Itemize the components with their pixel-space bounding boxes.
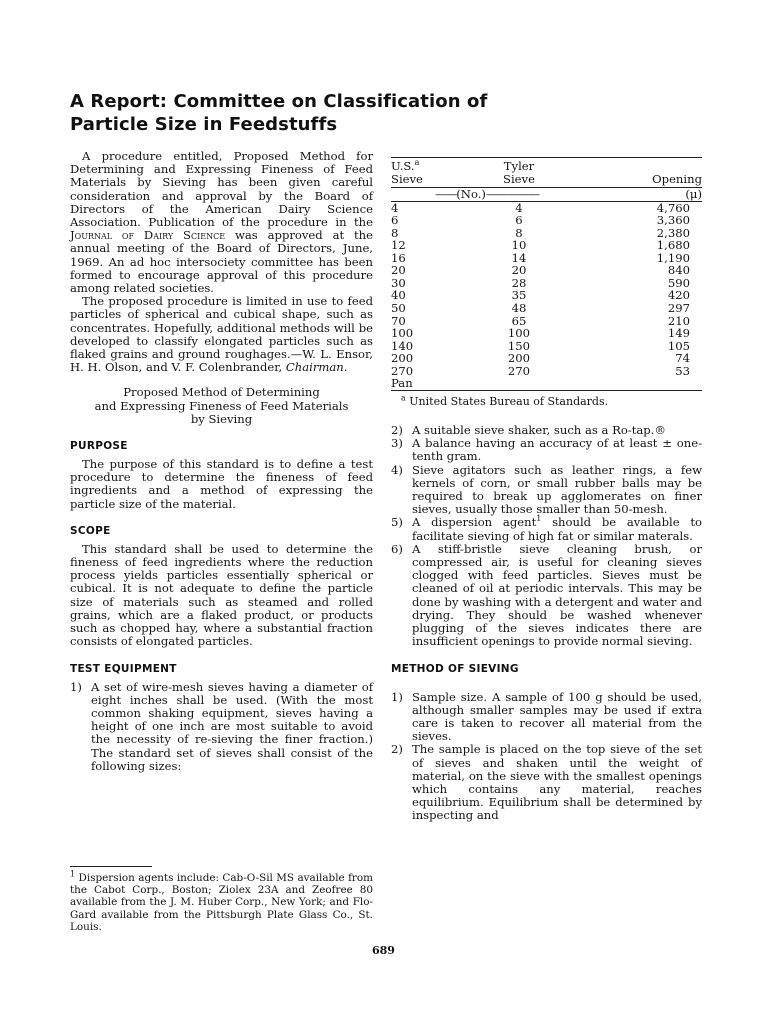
- header-opening: Opening: [583, 158, 702, 188]
- opening-cell: [583, 377, 702, 390]
- test-equipment-list-continued: [391, 424, 702, 648]
- item-text: A stiff-bristle sieve cleaning brush, or compressed air, is useful for cleaning sieves clogged with feed particles. Sieves must be cleaned of oil at periodic intervals. This may be done by washing with a detergent and water and drying. They should be washed whenever plugging of the sieves indicates there are insufficient openings to provide normal sieving.: [412, 541, 702, 649]
- tyler-sieve-cell: 100: [507, 326, 531, 341]
- us-sieve-cell: Pan: [391, 377, 455, 390]
- sieve-table: [391, 157, 702, 391]
- test-equipment-list: [70, 681, 373, 773]
- opening-cell: 297: [667, 301, 690, 316]
- item-text: Sample size. A sample of 100 g should be used, although smaller samples may be used if extra care is taken to recover all material from the sieves.: [412, 689, 702, 744]
- us-sieve-cell: 50: [391, 301, 406, 316]
- header-us-text-2: Sieve: [391, 171, 423, 186]
- intro-paragraph-1: [70, 150, 373, 295]
- opening-cell: 840: [667, 263, 690, 278]
- tyler-sieve-cell: 48: [511, 301, 527, 316]
- purpose-text: The purpose of this standard is to define a test procedure to determine the fineness of feed ingredients and a method of expressing the particle size of the material.: [70, 457, 373, 511]
- table-row: [391, 327, 702, 340]
- right-column: [391, 157, 702, 823]
- left-column: [70, 150, 373, 773]
- table-row: [391, 340, 702, 353]
- table-footnote: [391, 395, 702, 408]
- us-sieve-cell: 100: [391, 326, 414, 341]
- scope-text: This standard shall be used to determine the fineness of feed ingredients where the reduction process yields particles essentially spherical or cubical. It is not adequate to define the particle size of materials such as steamed and rolled grains, which are a flaked product, or products such as chopped hay, where a substantial fraction consists of elongated particles.: [70, 541, 373, 649]
- us-sieve-cell: 40: [391, 288, 406, 303]
- item-number: 1): [70, 679, 82, 694]
- opening-cell: 53: [675, 363, 690, 378]
- method-title-line-1: Proposed Method of Determining: [123, 385, 320, 400]
- test-equipment-heading: TEST EQUIPMENT: [70, 662, 177, 675]
- journal-name: Journal of Dairy Science: [70, 228, 226, 243]
- us-sieve-cell: 20: [391, 263, 406, 278]
- table-row: [391, 214, 702, 227]
- us-sieve-cell: 140: [391, 338, 414, 353]
- intro-paragraph-2: [70, 295, 373, 374]
- footnote-ref: 1: [536, 514, 542, 524]
- units-mu: (μ): [583, 188, 702, 202]
- header-us-sup: a: [414, 158, 420, 168]
- opening-cell: 4,760: [656, 200, 690, 215]
- tyler-sieve-cell: 200: [507, 351, 531, 366]
- page-number: 689: [372, 944, 395, 957]
- opening-cell: 1,190: [656, 250, 690, 265]
- footnote: [70, 869, 373, 933]
- table-row: [391, 277, 702, 290]
- tyler-sieve-cell: 35: [511, 288, 527, 303]
- table-row: [391, 315, 702, 328]
- us-sieve-cell: 200: [391, 351, 414, 366]
- units-no: (No.): [456, 187, 486, 202]
- table-row: [391, 352, 702, 365]
- header-tyler-text: Tyler: [503, 159, 535, 173]
- item-text: A suitable sieve shaker, such as a Ro-tap.®: [412, 423, 667, 438]
- item-number: 2): [391, 423, 403, 438]
- us-sieve-cell: 4: [391, 200, 399, 215]
- table-units-row: [391, 188, 702, 202]
- us-sieve-cell: 270: [391, 363, 414, 378]
- footnote-rule: [70, 866, 152, 867]
- item-number: 2): [391, 742, 403, 757]
- tyler-sieve-cell: 10: [511, 238, 527, 253]
- tyler-sieve-cell: 270: [507, 363, 531, 378]
- table-row: [391, 201, 702, 214]
- item-number: 6): [391, 541, 403, 556]
- tyler-sieve-cell: 14: [511, 250, 527, 265]
- tyler-sieve-cell: 150: [507, 338, 531, 353]
- tyler-sieve-cell: 6: [515, 213, 523, 228]
- tyler-sieve-cell: 4: [515, 200, 523, 215]
- method-title: [70, 386, 373, 426]
- intro-text-2: The proposed procedure is limited in use to feed particles of spherical and cubical shape, such as concentrates. Hopefully, additional methods will be developed to classify elongated particles such as flaked grains and ground roughages.—W. L. Ensor, H. H. Olson, and V. F. Colenbrander,: [70, 294, 373, 375]
- opening-cell: 3,360: [656, 213, 690, 228]
- item-number: 1): [391, 689, 403, 704]
- chairman-label: Chairman.: [285, 360, 348, 375]
- item-number: 5): [391, 515, 403, 530]
- item-number: 3): [391, 436, 403, 451]
- scope-heading: SCOPE: [70, 524, 111, 537]
- item-number: 4): [391, 462, 403, 477]
- item-text: A dispersion agent: [412, 515, 537, 530]
- list-item: [391, 437, 702, 463]
- opening-cell: 149: [667, 326, 690, 341]
- table-row: [391, 227, 702, 240]
- table-row: [391, 289, 702, 302]
- method-of-sieving-heading: METHOD OF SIEVING: [391, 662, 519, 675]
- table-footnote-mark: a: [401, 393, 406, 403]
- item-text: A balance having an accuracy of at least ± one-tenth gram.: [412, 436, 702, 464]
- tyler-sieve-cell: 8: [515, 225, 523, 240]
- us-sieve-cell: 30: [391, 275, 406, 290]
- table-footnote-text: United States Bureau of Standards.: [405, 394, 609, 408]
- list-item: [391, 543, 702, 649]
- opening-cell: 210: [667, 313, 690, 328]
- item-text: A set of wire-mesh sieves having a diameter of eight inches shall be used. (With the most common shaking equipment, sieves having a height of one inch are most suitable to avoid the necessity of re-sieving the finer fraction.) The standard set of sieves shall consist of the following sizes:: [91, 679, 373, 773]
- footnote-mark: 1: [70, 869, 76, 879]
- tyler-sieve-cell: 28: [511, 275, 527, 290]
- article-title: A Report: Committee on Classification of Particle Size in Feedstuffs: [70, 91, 488, 135]
- header-tyler-text-2: Sieve: [503, 171, 535, 186]
- us-sieve-cell: 16: [391, 250, 406, 265]
- list-item: [391, 516, 702, 542]
- opening-cell: 1,680: [656, 238, 690, 253]
- opening-cell: 590: [667, 275, 690, 290]
- method-title-line-2: and Expressing Fineness of Feed Materials: [94, 398, 349, 413]
- intro-text-a: A procedure entitled, Proposed Method for Determining and Expressing Fineness of Feed Materials by Sieving has been given careful consideration and approval by the Board of Directors of the American Dairy Science Association. Publication of the procedure in the: [70, 149, 373, 230]
- tyler-sieve-cell: [455, 377, 583, 390]
- us-sieve-cell: 70: [391, 313, 406, 328]
- us-sieve-cell: 8: [391, 225, 399, 240]
- opening-cell: 74: [675, 351, 690, 366]
- header-us-sieve: [391, 158, 455, 188]
- us-sieve-cell: 6: [391, 213, 399, 228]
- opening-cell: 2,380: [656, 225, 690, 240]
- opening-cell: 420: [667, 288, 690, 303]
- list-item: [391, 691, 702, 744]
- list-item: [391, 464, 702, 517]
- purpose-heading: PURPOSE: [70, 440, 128, 453]
- us-sieve-cell: 12: [391, 238, 406, 253]
- table-row: [391, 377, 702, 390]
- table-row: [391, 239, 702, 252]
- footnote-text: Dispersion agents include: Cab-O-Sil MS available from the Cabot Corp., Boston; Ziolex 23A and Zeofree 80 available from the J. M. Huber Corp., New York; and Flo-Gard available from the Pittsburgh Plate Glass Co., St. Louis.: [70, 872, 373, 933]
- intro-text-b: was approved at the annual meeting of the Board of Directors, June, 1969. An ad hoc intersociety committee has been formed to encourage approval of this procedure among related societies.: [70, 228, 374, 296]
- table-row: [391, 264, 702, 277]
- opening-cell: 105: [667, 338, 690, 353]
- list-item: [70, 681, 373, 773]
- item-text: Sieve agitators such as leather rings, a few kernels of corn, or small rubber balls may be required to break up agglomerates on finer sieves, usually those smaller than 50-mesh.: [412, 462, 702, 517]
- tyler-sieve-cell: 65: [511, 313, 527, 328]
- method-of-sieving-list: [391, 691, 702, 823]
- table-row: [391, 252, 702, 265]
- list-item: [391, 743, 702, 822]
- header-tyler-sieve: [455, 158, 583, 188]
- method-title-line-3: by Sieving: [190, 411, 253, 426]
- table-header-row: [391, 158, 702, 188]
- item-text: should be available to facilitate sieving of high fat or similar materals.: [412, 515, 702, 543]
- item-text: The sample is placed on the top sieve of the set of sieves and shaken until the weight of material, on the sieve with the smallest openings which contains any material, reaches equilibrium. Equilibrium shall be determined by inspecting and: [412, 742, 702, 823]
- table-row: [391, 365, 702, 378]
- units-no-cell: ——(No.)—————: [391, 188, 583, 202]
- table-row: [391, 302, 702, 315]
- tyler-sieve-cell: 20: [511, 263, 527, 278]
- header-us-text: U.S.: [391, 159, 415, 173]
